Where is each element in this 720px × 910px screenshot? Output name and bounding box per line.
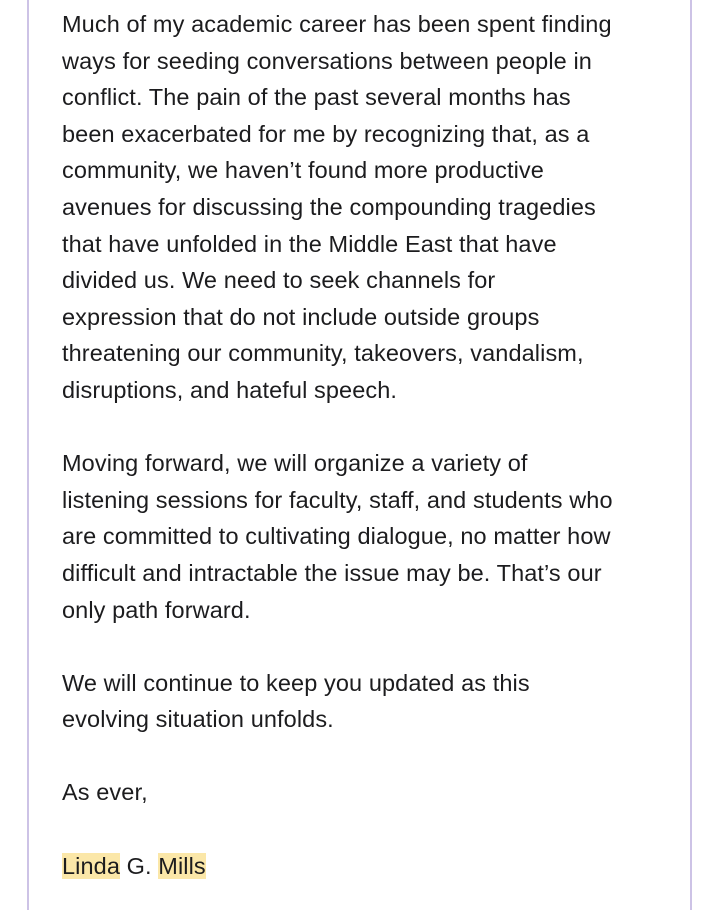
text-line: conflict. The pain of the past several months has — [62, 84, 571, 111]
text-line: ways for seeding conversations between people in — [62, 47, 592, 74]
text-line: As ever, — [62, 779, 148, 806]
text-line: We will continue to keep you updated as this — [62, 669, 530, 696]
text-line: listening sessions for faculty, staff, and students who — [62, 486, 613, 513]
text-line: expression that do not include outside groups — [62, 303, 540, 330]
signature-last-name-highlighted: Mills — [158, 852, 206, 879]
text-line: evolving situation unfolds. — [62, 706, 334, 733]
text-line: been exacerbated for me by recognizing that, as a — [62, 120, 590, 147]
paragraph-seeding-conversations — [62, 6, 677, 409]
text-line: only path forward. — [62, 596, 251, 623]
closing-salutation — [62, 774, 677, 811]
text-line: disruptions, and hateful speech. — [62, 376, 398, 403]
paragraph-moving-forward — [62, 445, 677, 628]
text-line: community, we haven’t found more productive — [62, 157, 544, 184]
signature — [62, 848, 677, 885]
signature-first-name-highlighted: Linda — [62, 852, 120, 879]
text-line: avenues for discussing the compounding tragedies — [62, 193, 596, 220]
text-line: Much of my academic career has been spent finding — [62, 11, 612, 37]
text-line: are committed to cultivating dialogue, no matter how — [62, 523, 611, 550]
text-line: threatening our community, takeovers, vandalism, — [62, 340, 584, 367]
text-line: difficult and intractable the issue may be. That’s our — [62, 559, 602, 586]
text-line: that have unfolded in the Middle East that have — [62, 230, 557, 257]
text-line: divided us. We need to seek channels for — [62, 267, 496, 294]
text-line: Moving forward, we will organize a variety of — [62, 450, 528, 477]
paragraph-updates — [62, 665, 677, 738]
letter-body — [62, 6, 677, 884]
signature-middle-initial: G. — [126, 852, 152, 879]
